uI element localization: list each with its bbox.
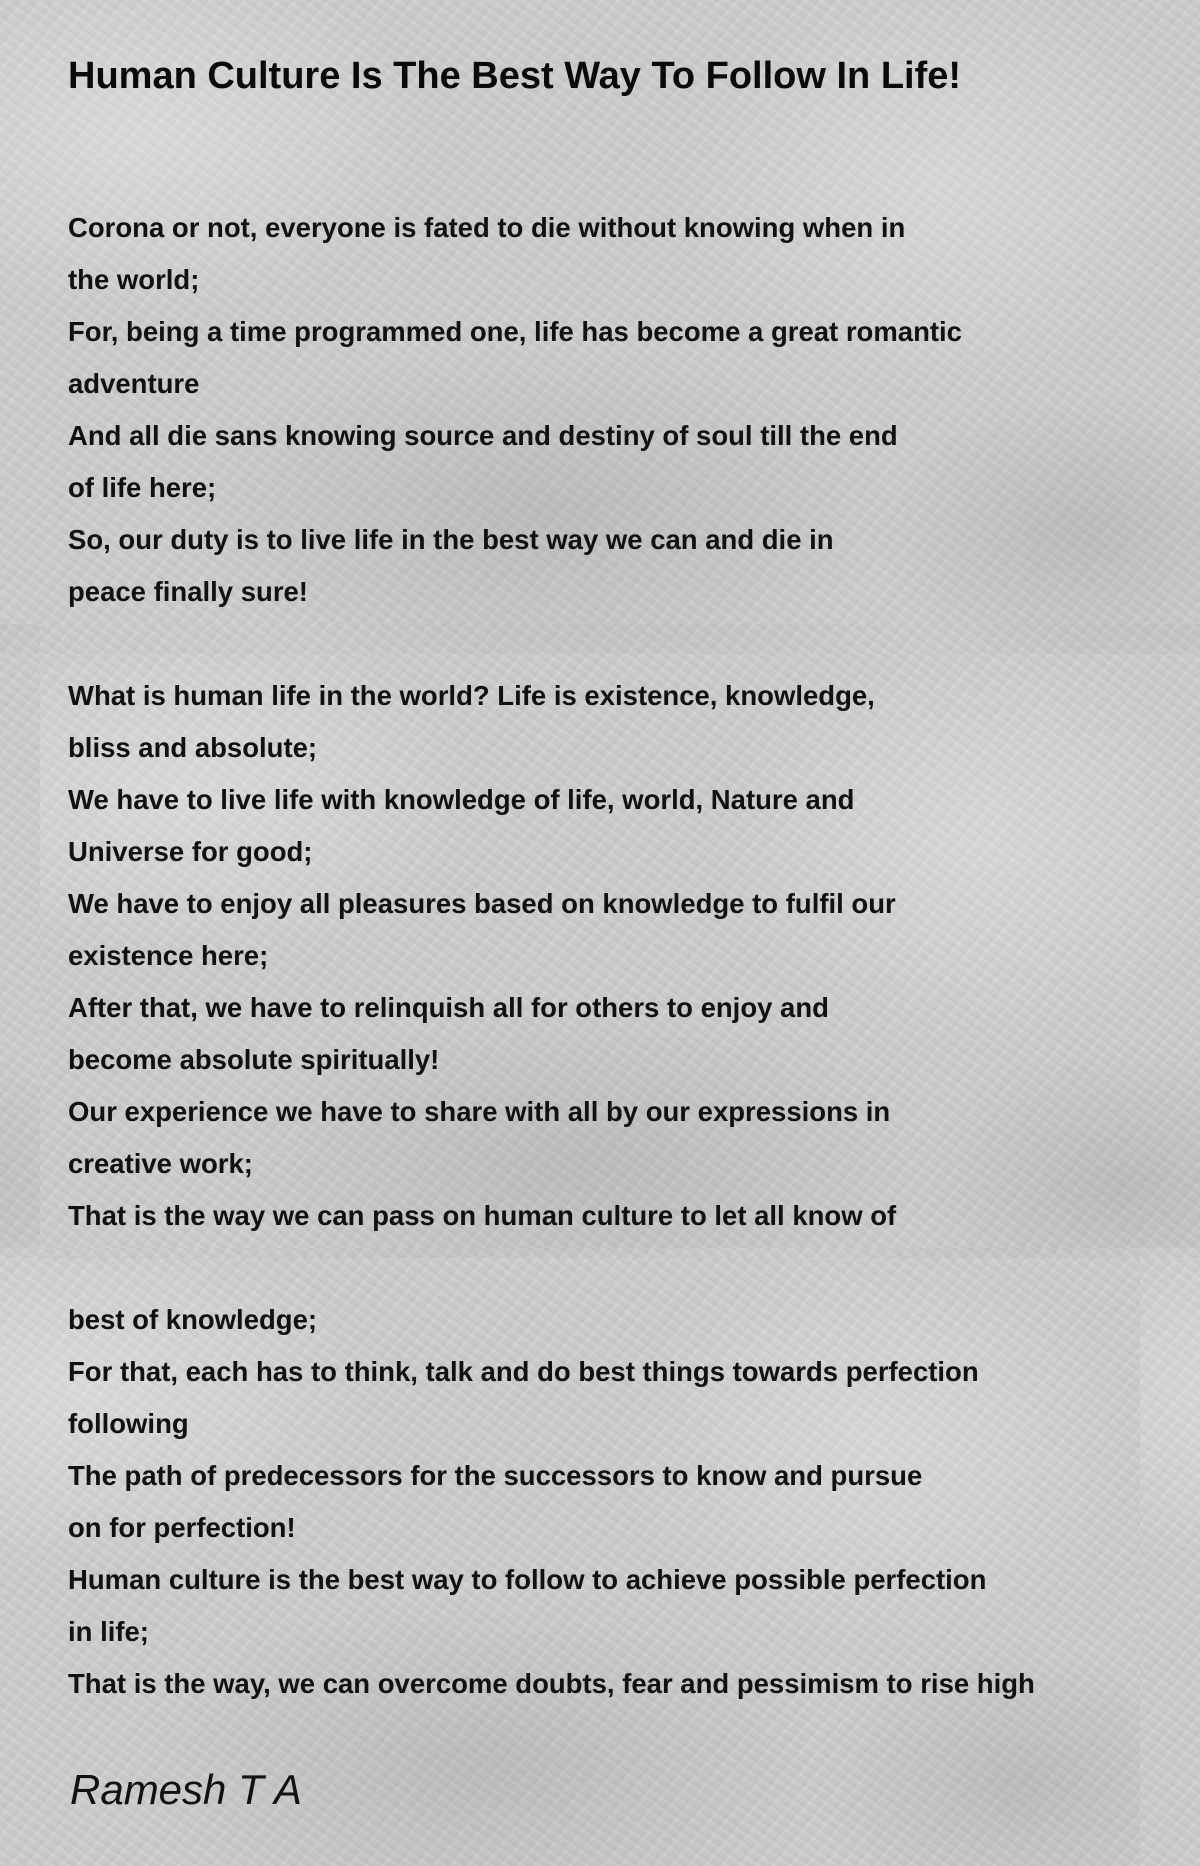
poem-line: After that, we have to relinquish all for others to enjoy and [68, 992, 829, 1023]
poem-line: Universe for good; [68, 836, 313, 867]
poem-line: The path of predecessors for the successors to know and pursue [68, 1460, 923, 1491]
poem-line: become absolute spiritually! [68, 1044, 440, 1075]
poem-line: Human culture is the best way to follow to achieve possible perfection [68, 1564, 987, 1595]
poem-line: So, our duty is to live life in the best way we can and die in [68, 524, 834, 555]
poem-line: That is the way we can pass on human culture to let all know of [68, 1200, 897, 1231]
stanza-2 [68, 670, 1200, 1242]
poem-line: creative work; [68, 1148, 253, 1179]
poem-line: And all die sans knowing source and destiny of soul till the end [68, 420, 898, 451]
poem-line: What is human life in the world? Life is existence, knowledge, [68, 680, 875, 711]
poem-line: best of knowledge; [68, 1304, 318, 1335]
poem-line: For that, each has to think, talk and do best things towards perfection [68, 1356, 979, 1387]
poem-line: That is the way, we can overcome doubts, fear and pessimism to rise high [68, 1668, 1035, 1699]
poem-line: in life; [68, 1616, 149, 1647]
poem-line: following [68, 1408, 189, 1439]
poem-title: Human Culture Is The Best Way To Follow In Life! [68, 55, 962, 97]
poem-line: Corona or not, everyone is fated to die without knowing when in [68, 212, 906, 243]
poem-line: We have to enjoy all pleasures based on knowledge to fulfil our [68, 888, 896, 919]
poem-author: Ramesh T A [70, 1766, 302, 1813]
poem-line: peace finally sure! [68, 576, 308, 607]
poem-line: Our experience we have to share with all by our expressions in [68, 1096, 891, 1127]
poem-line: on for perfection! [68, 1512, 296, 1543]
stanza-3 [68, 1294, 1200, 1710]
poem-line: For, being a time programmed one, life has become a great romantic [68, 316, 962, 347]
poem-line: of life here; [68, 472, 217, 503]
poem-line: existence here; [68, 940, 269, 971]
poem-line: the world; [68, 264, 200, 295]
poem-line: bliss and absolute; [68, 732, 318, 763]
poem-line: We have to live life with knowledge of life, world, Nature and [68, 784, 855, 815]
poem-line: adventure [68, 368, 200, 399]
stanza-1 [68, 202, 1200, 618]
